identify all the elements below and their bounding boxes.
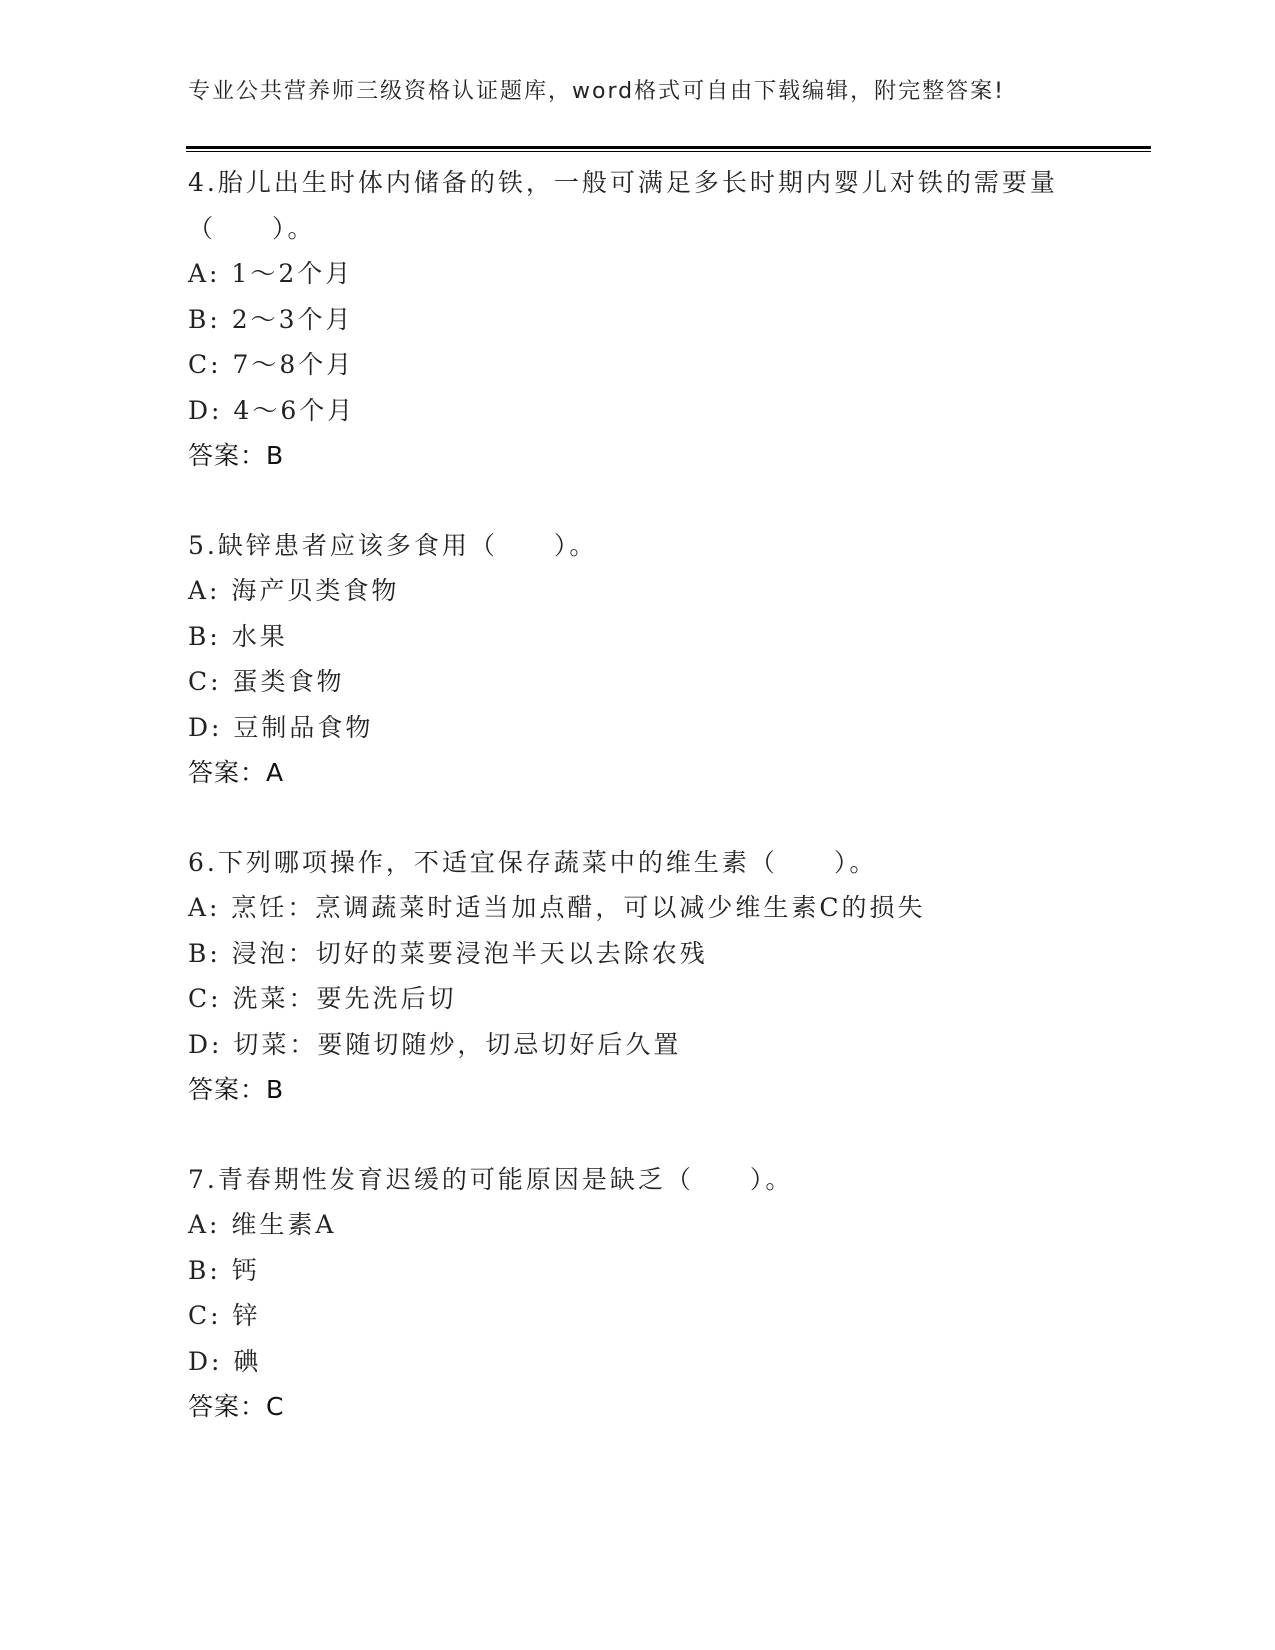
- answer: 答案：C: [188, 1392, 285, 1421]
- page-header: 专业公共营养师三级资格认证题库，word格式可自由下载编辑，附完整答案!: [188, 79, 1005, 104]
- option-b: B: 2～3个月: [188, 304, 354, 334]
- option-b: B: 浸泡：切好的菜要浸泡半天以去除农残: [188, 938, 708, 968]
- option-c: C: 锌: [188, 1301, 261, 1330]
- option-c: C: 洗菜：要先洗后切: [188, 984, 457, 1013]
- question-4: [188, 160, 1088, 479]
- option-a: A: 维生素A: [188, 1210, 337, 1239]
- option-d: D: 4～6个月: [188, 395, 356, 425]
- answer: 答案：B: [188, 1075, 285, 1104]
- question-6: [188, 840, 1088, 1113]
- option-c: C: 7～8个月: [188, 350, 355, 379]
- question-text: 6.下列哪项操作，不适宜保存蔬菜中的维生素（ ）。: [188, 847, 878, 877]
- option-b: B: 水果: [188, 621, 288, 651]
- option-a: A: 海产贝类食物: [188, 576, 400, 605]
- option-c: C: 蛋类食物: [188, 667, 345, 696]
- question-text: 4.胎儿出生时体内储备的铁，一般可满足多长时期内婴儿对铁的需要量（ ）。: [188, 168, 1058, 243]
- question-5: [188, 523, 1088, 796]
- option-b: B: 钙: [188, 1255, 260, 1285]
- answer: 答案：B: [188, 441, 285, 470]
- question-list: [188, 160, 1088, 1474]
- header-rule-thin: [186, 151, 1151, 152]
- answer: 答案：A: [188, 758, 285, 787]
- option-d: D: 豆制品食物: [188, 712, 374, 742]
- question-7: [188, 1157, 1088, 1430]
- option-a: A: 1～2个月: [188, 259, 354, 288]
- option-a: A: 烹饪：烹调蔬菜时适当加点醋，可以减少维生素C的损失: [188, 893, 926, 922]
- header-rule-thick: [186, 146, 1151, 149]
- option-d: D: 切菜：要随切随炒，切忌切好后久置: [188, 1029, 682, 1059]
- option-d: D: 碘: [188, 1346, 262, 1376]
- question-text: 7.青春期性发育迟缓的可能原因是缺乏（ ）。: [188, 1164, 794, 1194]
- question-text: 5.缺锌患者应该多食用（ ）。: [188, 530, 598, 560]
